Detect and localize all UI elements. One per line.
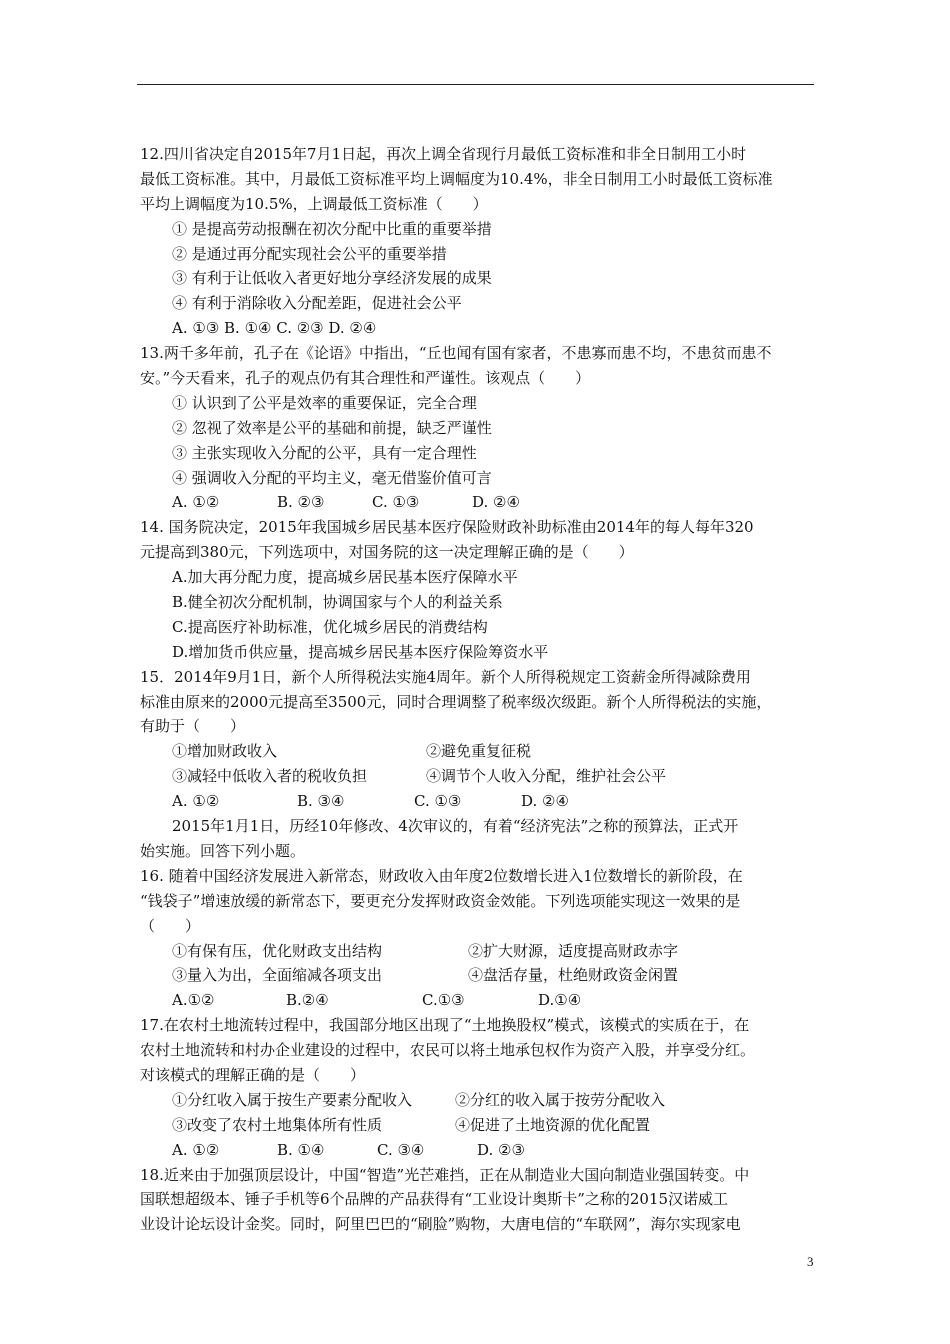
- question-item: ② 忽视了效率是公平的基础和前提，缺乏严谨性: [172, 418, 492, 437]
- option-c: C.①③: [422, 991, 465, 1010]
- option-a: A. ①②: [172, 493, 220, 512]
- question-stem-line: 业设计论坛设计金奖。同时，阿里巴巴的“刷脸”购物，大唐电信的“车联网”，海尔实现家电: [140, 1215, 741, 1234]
- question-item-row: [140, 1113, 816, 1138]
- answer-options: A. ①③ B. ①④ C. ②③ D. ②④: [172, 319, 377, 338]
- option-b: B. ③④: [297, 792, 345, 811]
- question-stem-line: 16. 随着中国经济发展进入新常态，财政收入由年度2位数增长进入1位数增长的新阶段，在: [140, 866, 743, 885]
- question-item: ③量入为出，全面缩减各项支出: [172, 966, 383, 985]
- question-item-row: [140, 939, 816, 964]
- question-stem-line: 15．2014年9月1日，新个人所得税法实施4周年。新个人所得税规定工资薪金所得减除费用: [140, 667, 751, 686]
- question-stem-line: 国联想超级本、锤子手机等6个品牌的产品获得有“工业设计奥斯卡”之称的2015汉诺威工: [140, 1190, 729, 1209]
- question-item: ②分红的收入属于按劳分配收入: [455, 1090, 666, 1109]
- question-item: ①增加财政收入: [172, 742, 278, 761]
- question-item-row: [140, 963, 816, 988]
- intro-line: 2015年1月1日，历经10年修改、4次审议的，有着“经济宪法”之称的预算法，正式开: [172, 817, 739, 836]
- answer-options: [140, 1138, 816, 1163]
- question-item: ③ 主张实现收入分配的公平，具有一定合理性: [172, 443, 477, 462]
- option-a: A.加大再分配力度，提高城乡居民基本医疗保障水平: [172, 568, 518, 587]
- question-18: [140, 1163, 816, 1238]
- question-stem-line: 18.近来由于加强顶层设计，中国“智造”光芒难挡，正在从制造业大国向制造业强国转变。中: [140, 1165, 750, 1184]
- question-stem-line: 14. 国务院决定，2015年我国城乡居民基本医疗保险财政补助标准由2014年的每人每年320: [140, 518, 754, 537]
- question-stem-line: “钱袋子”增速放缓的新常态下，要更充分发挥财政资金效能。下列选项能实现这一效果的是: [140, 891, 741, 910]
- option-c: C. ①③: [372, 493, 420, 512]
- question-item: ③ 有利于让低收入者更好地分享经济发展的成果: [172, 269, 492, 288]
- option-d: D. ②④: [472, 493, 520, 512]
- option-c: C. ③④: [377, 1140, 425, 1159]
- question-item: ③减轻中低收入者的税收负担: [172, 767, 368, 786]
- material-intro: [140, 814, 816, 864]
- answer-options: [140, 789, 816, 814]
- option-b: B. ②③: [277, 493, 325, 512]
- question-stem-line: 农村土地流转和村办企业建设的过程中，农民可以将土地承包权作为资产入股，并享受分红。: [140, 1041, 756, 1060]
- question-17: [140, 1013, 816, 1162]
- question-item: ④促进了土地资源的优化配置: [455, 1115, 651, 1134]
- question-stem-line: 最低工资标准。其中，月最低工资标准平均上调幅度为10.4%，非全日制用工小时最低工资标准: [140, 169, 773, 188]
- option-d: D. ②④: [521, 792, 569, 811]
- answer-options: [140, 988, 816, 1013]
- question-item: ④调节个人收入分配，维护社会公平: [426, 767, 667, 786]
- option-b: B.健全初次分配机制，协调国家与个人的利益关系: [172, 593, 503, 612]
- question-stem-line: 17.在农村土地流转过程中，我国部分地区出现了“土地换股权”模式，该模式的实质在于，在: [140, 1016, 750, 1035]
- question-stem-line: 元提高到380元，下列选项中，对国务院的这一决定理解正确的是（ ）: [140, 543, 634, 562]
- question-13: [140, 341, 816, 515]
- question-stem-line: （ ）: [140, 916, 201, 935]
- question-item: ③改变了农村土地集体所有性质: [172, 1115, 383, 1134]
- question-item-row: [140, 764, 816, 789]
- question-16: [140, 864, 816, 1013]
- question-stem-line: 标准由原来的2000元提高至3500元，同时合理调整了税率级次级距。新个人所得税法的实施，: [140, 692, 772, 711]
- question-stem-line: 对该模式的理解正确的是（ ）: [140, 1065, 366, 1084]
- option-a: A. ①②: [172, 1140, 220, 1159]
- option-c: C. ①③: [414, 792, 462, 811]
- question-stem-line: 12.四川省决定自2015年7月1日起，再次上调全省现行月最低工资标准和非全日制用工小时: [140, 145, 747, 163]
- question-item: ① 是提高劳动报酬在初次分配中比重的重要举措: [172, 219, 492, 238]
- option-c: C.提高医疗补助标准，优化城乡居民的消费结构: [172, 617, 488, 636]
- question-item: ④盘活存量，杜绝财政资金闲置: [468, 966, 679, 985]
- exam-page-body: [140, 142, 816, 1237]
- option-a: A.①②: [172, 991, 215, 1010]
- option-b: B.②④: [286, 991, 329, 1010]
- page-number: 3: [807, 1254, 814, 1269]
- question-item: ④ 强调收入分配的平均主义，毫无借鉴价值可言: [172, 468, 492, 487]
- option-d: D.①④: [538, 991, 582, 1010]
- question-item: ④ 有利于消除收入分配差距，促进社会公平: [172, 294, 462, 313]
- question-14: [140, 515, 816, 664]
- question-item: ① 认识到了公平是效率的重要保证，完全合理: [172, 393, 477, 412]
- intro-line: 始实施。回答下列小题。: [140, 841, 306, 860]
- question-stem-line: 平均上调幅度为10.5%，上调最低工资标准（ ）: [140, 194, 488, 213]
- question-12: [140, 142, 816, 341]
- option-d: D. ②③: [477, 1140, 525, 1159]
- option-a: A. ①②: [172, 792, 220, 811]
- question-item: ② 是通过再分配实现社会公平的重要举措: [172, 244, 447, 263]
- option-b: B. ①④: [277, 1140, 325, 1159]
- question-item-row: [140, 739, 816, 764]
- question-item: ①分红收入属于按生产要素分配收入: [172, 1090, 413, 1109]
- question-item: ②避免重复征税: [426, 742, 532, 761]
- question-item: ②扩大财源，适度提高财政赤字: [468, 941, 679, 960]
- question-15: [140, 665, 816, 814]
- question-item-row: [140, 1088, 816, 1113]
- question-stem-line: 安。”今天看来，孔子的观点仍有其合理性和严谨性。该观点（ ）: [140, 369, 591, 388]
- question-stem-line: 13.两千多年前，孔子在《论语》中指出，“丘也闻有国有家者，不患寡而患不均，不患贫而患不: [140, 344, 772, 363]
- option-d: D.增加货币供应量，提高城乡居民基本医疗保险筹资水平: [172, 642, 549, 661]
- question-stem-line: 有助于（ ）: [140, 717, 246, 736]
- answer-options: [140, 490, 816, 515]
- header-rule: [137, 84, 814, 85]
- question-item: ①有保有压，优化财政支出结构: [172, 941, 383, 960]
